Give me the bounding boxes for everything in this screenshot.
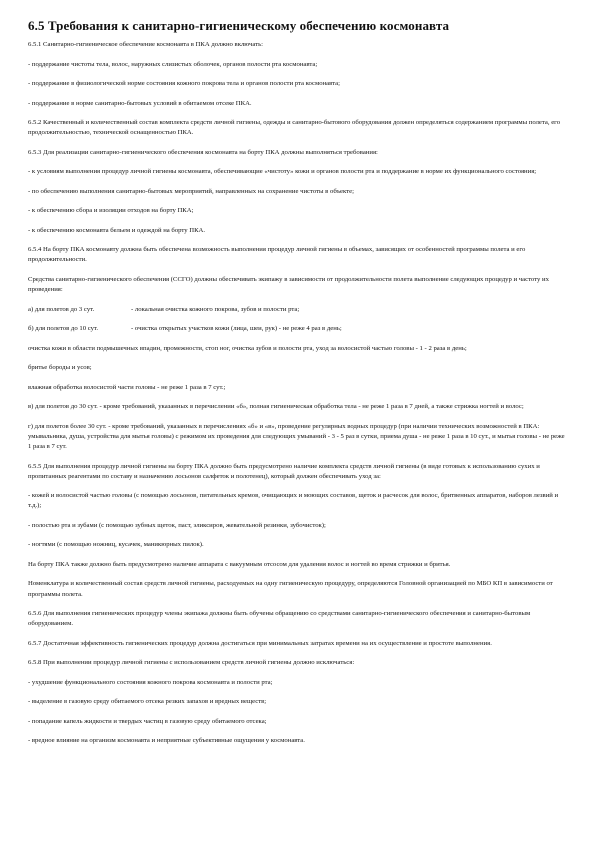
list-item: бритье бороды и усов; [28, 364, 92, 372]
list-item: - поддержание чистоты тела, волос, наружных слизистых оболочек, органов полости рта космонавта; [28, 60, 318, 68]
list-item: - к обеспечению сбора и изоляции отходов на борту ПКА; [28, 207, 194, 215]
paragraph-6-5-6: 6.5.6 Для выполнения гигиенических процедур члены экипажа должны быть обучены обращению со средствами санитарно-гигиенического обеспечения и санитарно-бытовым оборудованием. [28, 610, 531, 628]
paragraph-6-5-2: 6.5.2 Качественный и количественный состав комплекта средств личной гигиены, одежды и санитарно-бытового оборудования должен определяться содержанием программы полета, его продолжительностью, технической оснащенностью ПКА. [28, 119, 561, 137]
list-item: - поддержание в физиологической норме состояния кожного покрова тела и органов полости рта космонавта; [28, 80, 340, 87]
paragraph-nomenclature: Номенклатура и количественный состав средств личной гигиены, расходуемых на одну гигиеническую процедуру, определяются Головной организацией по МБО КП в зависимости от программы полета. [28, 580, 553, 598]
paragraph-ssgo: Средства санитарно-гигиенического обеспечения (ССГО) должны обеспечивать экипажу в зависимости от продолжительности полета выполнение следующих процедур и частоту их проведения: [28, 275, 549, 294]
duration-row-c: в) для полетов до 30 сут. - кроме требований, указанных в перечислении «б», полная гигиеническая обработка тела - не реже 1 раза в 7 дней, а также стрижка ногтей и волос; [28, 403, 524, 411]
paragraph-6-5-4: 6.5.4 На борту ПКА космонавту должна быть обеспечена возможность выполнения процедур личной гигиены в объемах, зависящих от особенностей программы полета и его продолжительности. [28, 246, 526, 264]
list-item: - попадание капель жидкости и твердых частиц в газовую среду обитаемого отсека; [28, 717, 267, 725]
list-item: влажная обработка волосистой части головы - не реже 1 раза в 7 сут.; [28, 383, 226, 391]
list-item: - ухудшение функционального состояния кожного покрова космонавта и полости рта; [28, 678, 273, 686]
list-item: - выделение в газовую среду обитаемого отсека резких запахов и вредных веществ; [28, 698, 267, 706]
list-item: - кожей и волосистой частью головы (с помощью лосьонов, питательных кремов, очищающих и моющих составов, щеток и расчесок для волос, бритвенных аппаратов, наборов лезвий и т.д.); [28, 492, 559, 510]
section-title: 6.5 Требования к санитарно-гигиеническому обеспечению космонавта [28, 18, 450, 33]
list-item: очистка кожи в области подмышечных впадин, промежности, стоп ног, очистка зубов и полости рта, уход за волосистой частью головы - 1 - 2 раза в день; [28, 344, 467, 352]
list-item: - к условиям выполнения процедур личной гигиены космонавта, обеспечивающие «чистоту» кожи и органов полости рта и поддержание в норме их функционального состояния; [28, 168, 537, 176]
list-item: - по обеспечению выполнения санитарно-бытовых мероприятий, направленных на сохранение чистоты в объекте; [28, 187, 354, 195]
duration-text: - локальная очистка кожного покрова, зубов и полости рта; [131, 305, 300, 313]
duration-text: - очистка открытых участков кожи (лица, шеи, рук) - не реже 4 раз в день; [131, 325, 342, 333]
list-item: - полостью рта и зубами (с помощью зубных щеток, паст, эликсиров, жевательной резинки, зубочисток); [28, 521, 326, 529]
duration-row-a [28, 305, 567, 315]
list-item: - вредное влияние на организм космонавта и неприятные субъективные ощущения у космонавта. [28, 737, 305, 745]
paragraph-6-5-1: 6.5.1 Санитарно-гигиеническое обеспечение космонавта в ПКА должно включать: [28, 41, 264, 48]
duration-label: а) для полетов до 3 сут. [28, 305, 95, 313]
paragraph-vacuum: На борту ПКА также должно быть предусмотрено наличие аппарата с вакуумным отсосом для удаления волос и ногтей во время стрижки и бритья. [28, 560, 451, 568]
list-item: - к обеспечению космонавта бельем и одеждой на борту ПКА. [28, 226, 206, 234]
paragraph-6-5-3: 6.5.3 Для реализации санитарно-гигиенического обеспечения космонавта на борту ПКА должны выполняться требования: [28, 148, 378, 156]
duration-row-d: г) для полетов более 30 сут. - кроме требований, указанных в перечислениях «б» и «в», проведение регулярных водных процедур (при наличии технических возможностей в ПКА: умывальника, душа, устройства для мытья головы) с режимом их проведения для следующих умываний - 3 - 5 раз в сутки, приема душа - не реже 1 раза в 10 сут., и мытья головы - не реже 1 раза в 7 сут. [28, 422, 565, 451]
duration-label: б) для полетов до 10 сут. [28, 325, 99, 333]
paragraph-6-5-7: 6.5.7 Достаточная эффективность гигиенических процедур должна достигаться при минимальных затратах времени на их осуществление и простоте выполнения. [28, 639, 492, 647]
list-item: - ногтями (с помощью ножниц, кусачек, маникюрных пилок). [28, 541, 204, 549]
duration-row-b [28, 324, 567, 334]
paragraph-6-5-5: 6.5.5 Для выполнения процедур личной гигиены на борту ПКА должно быть предусмотрено наличие комплекта средств личной гигиены (в виде готовых к использованию сухих и пропитанных реагентами по составу и назначению лосьонов салфеток и полотенец), который должен обеспечивать уход за: [28, 462, 540, 480]
paragraph-6-5-8: 6.5.8 При выполнении процедур личной гигиены с использованием средств личной гигиены должно исключаться: [28, 659, 355, 667]
list-item: - поддержание в норме санитарно-бытовых условий в обитаемом отсеке ПКА. [28, 99, 252, 107]
